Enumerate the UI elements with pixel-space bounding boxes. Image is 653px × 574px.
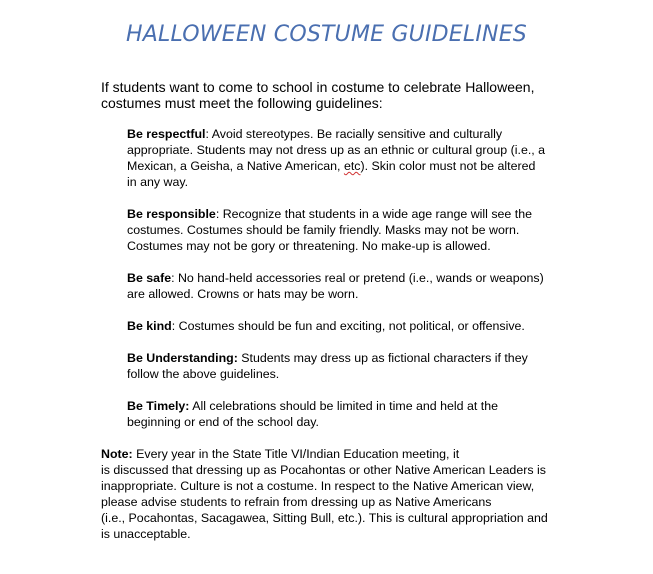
spellcheck-flagged-word: etc [343,159,361,173]
guidelines-list [127,126,547,446]
note-line-1 [101,446,541,462]
guideline-heading: Be Timely: [127,399,190,413]
guideline-text: : Costumes should be fun and exciting, not political, or offensive. [171,319,525,333]
guideline-safe [127,270,547,302]
guideline-heading: Be respectful [127,127,206,141]
document-title: HALLOWEEN COSTUME GUIDELINES [126,22,527,47]
guideline-text: : Avoid stereotypes. Be racially sensitive and culturally appropriate. Students may not dress up as an ethnic or cultural group (i.e., a Mexican, a Geisha, a Native American, [127,127,546,173]
guideline-text: All celebrations should be limited in time and held at the beginning or end of the school day. [127,399,499,429]
guideline-heading: Be safe [127,271,172,285]
note-line-4: please advise students to refrain from dressing up as Native Americans [101,495,492,509]
note-line-5: (i.e., Pocahontas, Sacagawea, Sitting Bull, etc.). This is cultural appropriation and [101,511,548,525]
guideline-respectful [127,126,547,190]
note-line-3: inappropriate. Culture is not a costume. In respect to the Native American view, [101,479,535,493]
guideline-heading: Be Understanding: [127,351,238,365]
guideline-text: : No hand-held accessories real or pretend (i.e., wands or weapons) are allowed. Crowns or hats may be worn. [127,271,544,301]
guideline-text: ). Skin color must not be altered in any way. [127,159,536,189]
guideline-timely [127,398,547,430]
guideline-understanding [127,350,547,382]
note-line-2: is discussed that dressing up as Pocahontas or other Native American Leaders is [101,463,546,477]
guideline-kind [127,318,547,334]
intro-line-2: costumes must meet the following guidelines: [101,95,383,111]
note-text: Every year in the State Title VI/Indian Education meeting, it [132,447,460,461]
guideline-heading: Be responsible [127,207,216,221]
guideline-text: : Recognize that students in a wide age range will see the costumes. Costumes should be family friendly. Masks may not be worn. Costumes may not be gory or threatening. No make-up is allowed. [127,207,532,253]
note-heading: Note: [101,447,133,461]
guideline-text: Students may dress up as fictional characters if they follow the above guidelines. [127,351,528,381]
note-line-6: is unacceptable. [101,527,191,541]
guideline-heading: Be kind [127,319,172,333]
intro-paragraph [101,79,541,111]
intro-line-1: If students want to come to school in costume to celebrate Halloween, [101,79,535,95]
guideline-responsible [127,206,547,254]
note-paragraph [101,446,548,542]
